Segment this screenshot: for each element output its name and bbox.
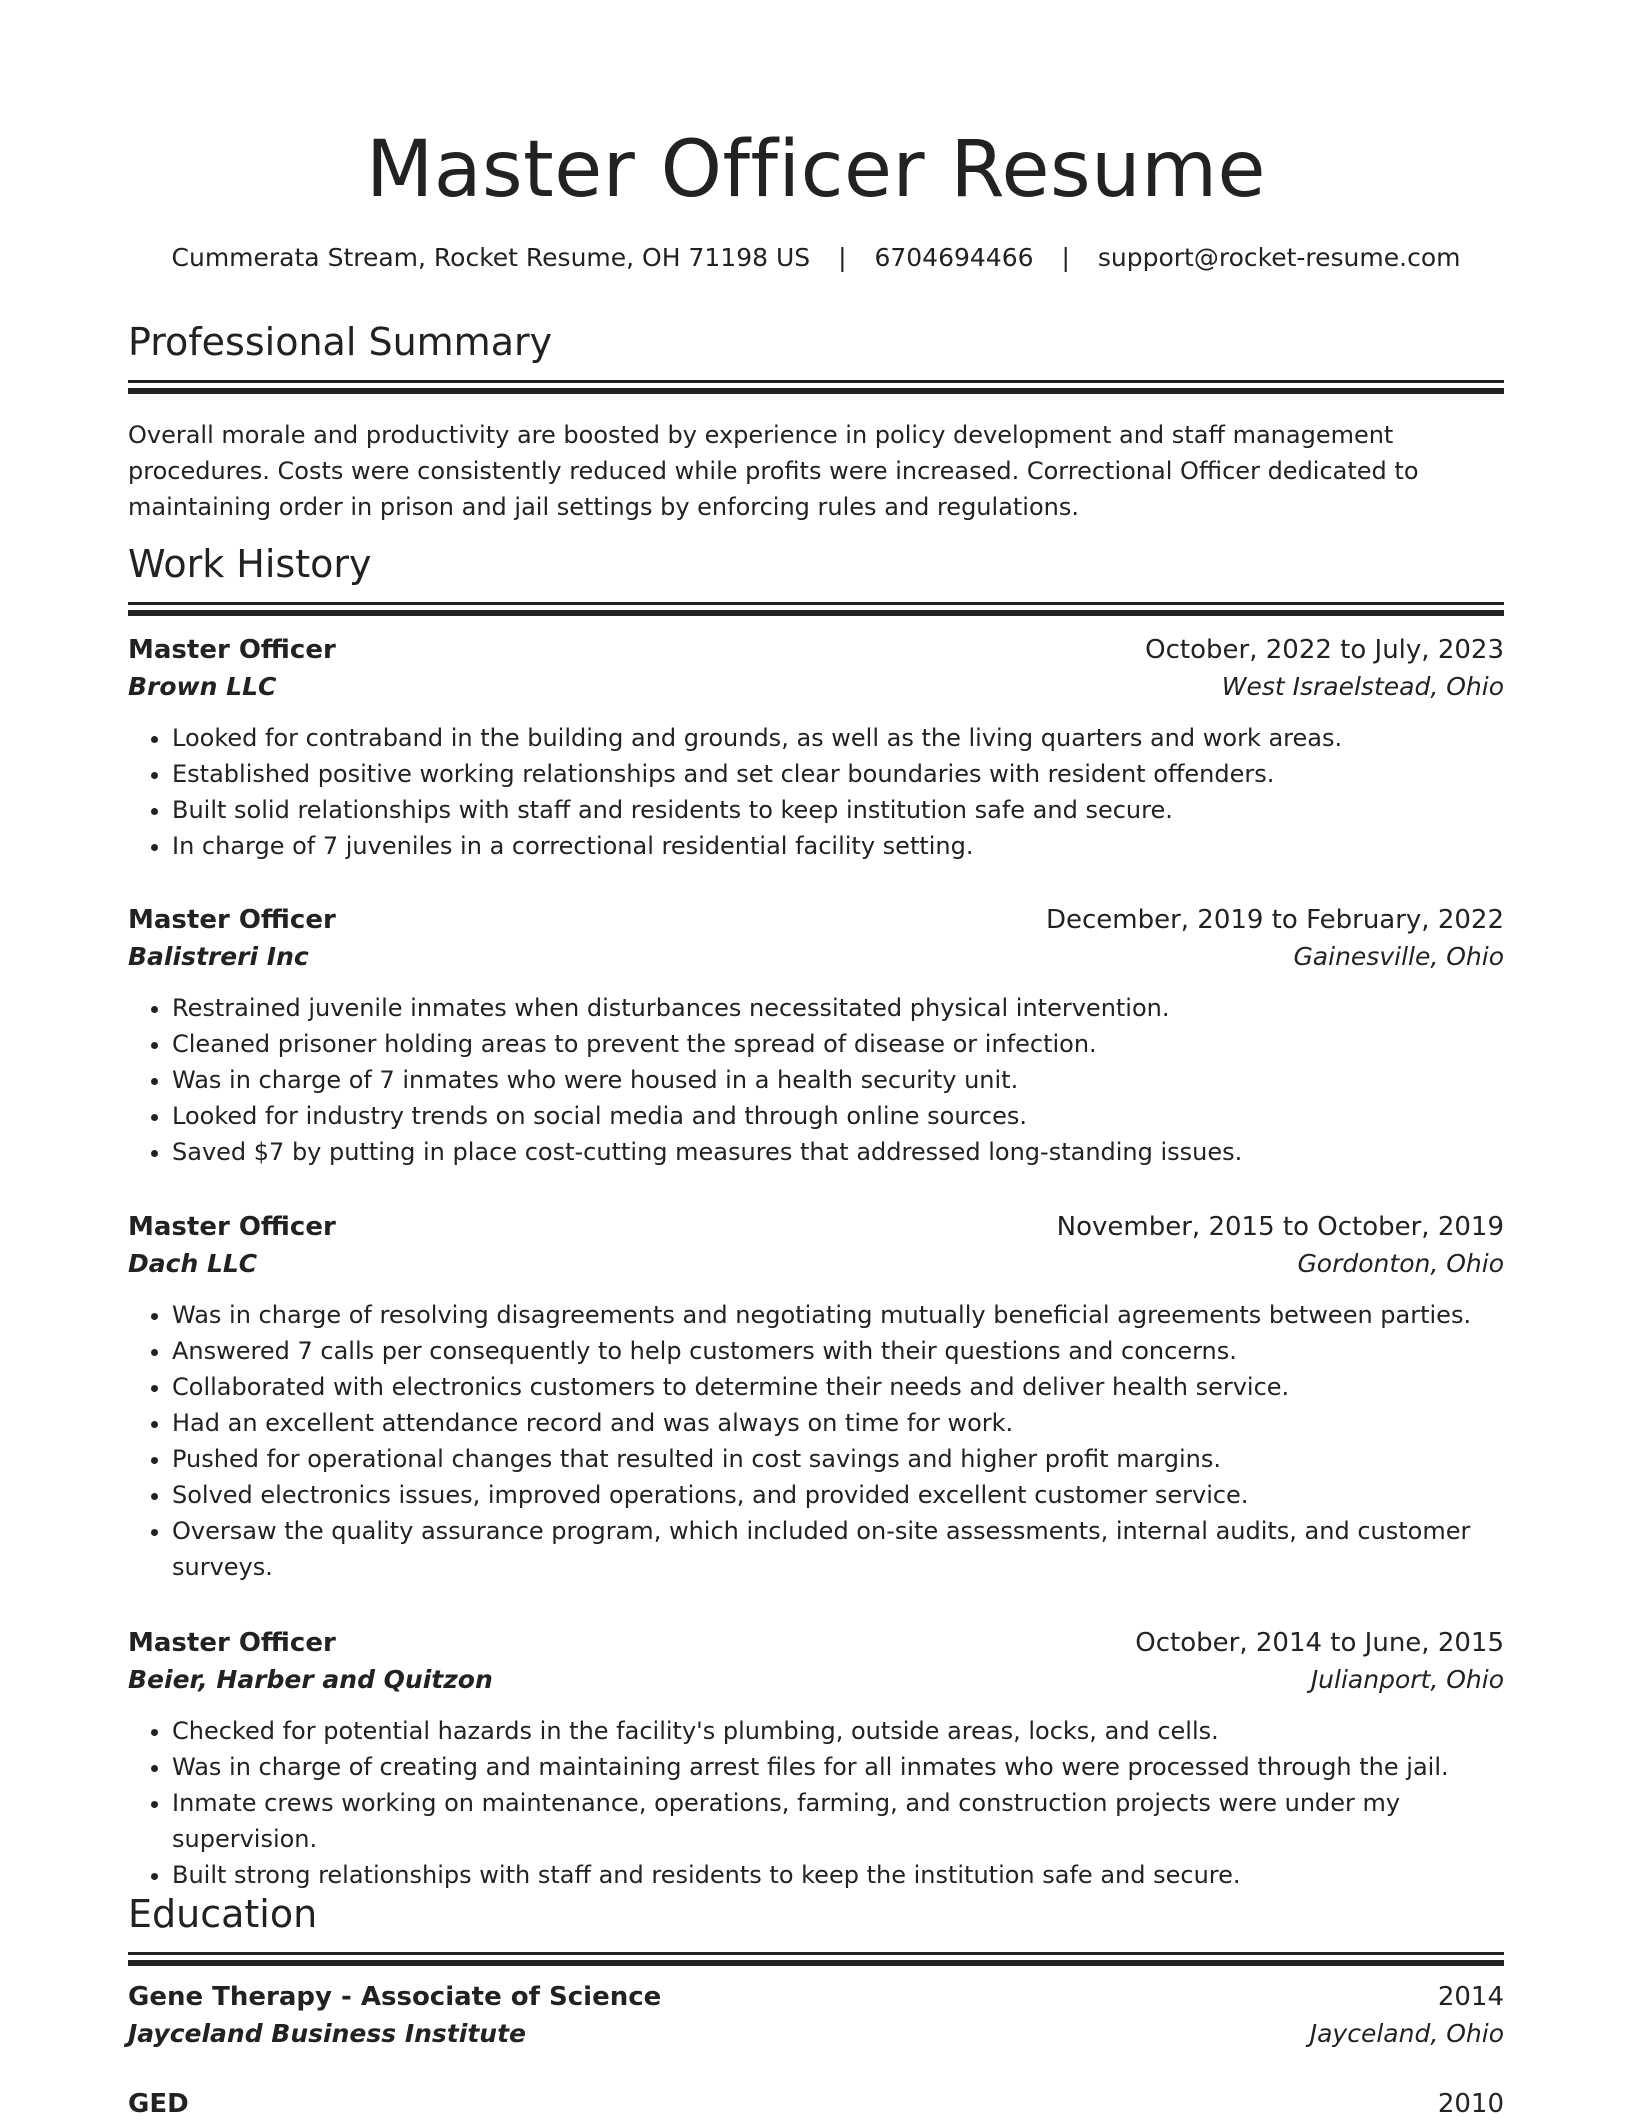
list-item: • Looked for contraband in the building and grounds, as well as the living quarters and work areas. <box>172 720 1504 756</box>
section-divider <box>128 602 1504 605</box>
list-item: • Had an excellent attendance record and was always on time for work. <box>172 1405 1504 1441</box>
section-title: Professional Summary <box>128 320 553 364</box>
company-name: Dach LLC <box>128 1249 258 1278</box>
degree-name: GED <box>128 2089 189 2119</box>
job-dates: October, 2014 to June, 2015 <box>1135 1628 1504 1658</box>
list-item: • Collaborated with electronics customers to determine their needs and deliver health service. <box>172 1369 1504 1405</box>
section-title: Work History <box>128 542 372 586</box>
job-bullets <box>128 720 1504 864</box>
job-location: Gainesville, Ohio <box>1293 942 1504 971</box>
contact-address: Cummerata Stream, Rocket Resume, OH 71198 US <box>171 243 811 272</box>
work-history-section <box>128 540 1504 605</box>
job-title: Master Officer <box>128 905 336 935</box>
graduation-year: 2010 <box>1437 2089 1504 2119</box>
resume-page <box>128 0 1504 2119</box>
list-item: • Saved $7 by putting in place cost-cutting measures that addressed long-standing issues. <box>172 1134 1504 1170</box>
job-location: Gordonton, Ohio <box>1297 1249 1504 1278</box>
job-bullets <box>128 1297 1504 1585</box>
resume-title: Master Officer Resume <box>365 125 1267 215</box>
list-item: • Answered 7 calls per consequently to help customers with their questions and concerns. <box>172 1333 1504 1369</box>
contact-phone: 6704694466 <box>874 243 1034 272</box>
job-location: West Israelstead, Ohio <box>1221 672 1504 701</box>
section-divider <box>128 1952 1504 1955</box>
school-location: Jayceland, Ohio <box>1309 2019 1504 2048</box>
list-item: • Built solid relationships with staff and residents to keep institution safe and secure. <box>172 792 1504 828</box>
job-bullets <box>128 990 1504 1170</box>
school-name: Jayceland Business Institute <box>128 2019 526 2048</box>
list-item: • Was in charge of 7 inmates who were housed in a health security unit. <box>172 1062 1504 1098</box>
company-name: Brown LLC <box>128 672 277 701</box>
contact-line <box>128 242 1504 274</box>
job-entry <box>128 632 1504 864</box>
list-item: • Looked for industry trends on social media and through online sources. <box>172 1098 1504 1134</box>
job-dates: November, 2015 to October, 2019 <box>1056 1212 1504 1242</box>
list-item: • Built strong relationships with staff and residents to keep the institution safe and secure. <box>172 1857 1504 1893</box>
list-item: • Inmate crews working on maintenance, operations, farming, and construction projects were under my supervision. <box>172 1785 1504 1857</box>
list-item: • Was in charge of resolving disagreements and negotiating mutually beneficial agreements between parties. <box>172 1297 1504 1333</box>
summary-text: Overall morale and productivity are boosted by experience in policy development and staff management procedures. Costs were consistently reduced while profits were increased. Correctional Officer dedicated to maintaining order in prison and jail settings by enforcing rules and regulations. <box>128 421 1419 521</box>
list-item: • Restrained juvenile inmates when disturbances necessitated physical intervention. <box>172 990 1504 1026</box>
company-name: Balistreri Inc <box>128 942 309 971</box>
list-item: • Pushed for operational changes that resulted in cost savings and higher profit margins. <box>172 1441 1504 1477</box>
section-title: Education <box>128 1892 318 1936</box>
list-item: • Cleaned prisoner holding areas to prevent the spread of disease or infection. <box>172 1026 1504 1062</box>
list-item: • Solved electronics issues, improved operations, and provided excellent customer service. <box>172 1477 1504 1513</box>
job-location: Julianport, Ohio <box>1310 1665 1504 1694</box>
list-item: • Checked for potential hazards in the facility's plumbing, outside areas, locks, and cells. <box>172 1713 1504 1749</box>
contact-email: support@rocket-resume.com <box>1097 243 1461 272</box>
list-item: • In charge of 7 juveniles in a correctional residential facility setting. <box>172 828 1504 864</box>
job-entry <box>128 902 1504 1170</box>
job-entry <box>128 1209 1504 1585</box>
job-title: Master Officer <box>128 635 336 665</box>
job-dates: December, 2019 to February, 2022 <box>1045 905 1504 935</box>
list-item: • Was in charge of creating and maintaining arrest files for all inmates who were processed through the jail. <box>172 1749 1504 1785</box>
degree-name: Gene Therapy - Associate of Science <box>128 1982 662 2012</box>
section-divider <box>128 380 1504 383</box>
job-entry <box>128 1625 1504 1893</box>
list-item: • Oversaw the quality assurance program, which included on-site assessments, internal audits, and customer surveys. <box>172 1513 1504 1585</box>
contact-separator: | <box>838 243 847 272</box>
education-entry <box>128 1979 1504 2053</box>
job-title: Master Officer <box>128 1628 336 1658</box>
list-item: • Established positive working relationships and set clear boundaries with resident offenders. <box>172 756 1504 792</box>
job-title: Master Officer <box>128 1212 336 1242</box>
company-name: Beier, Harber and Quitzon <box>128 1665 493 1694</box>
education-entry <box>128 2086 1504 2122</box>
contact-separator: | <box>1061 243 1070 272</box>
job-dates: October, 2022 to July, 2023 <box>1145 635 1504 665</box>
graduation-year: 2014 <box>1437 1982 1504 2012</box>
summary-section <box>128 318 1504 525</box>
job-bullets <box>128 1713 1504 1893</box>
education-section <box>128 1890 1504 1955</box>
